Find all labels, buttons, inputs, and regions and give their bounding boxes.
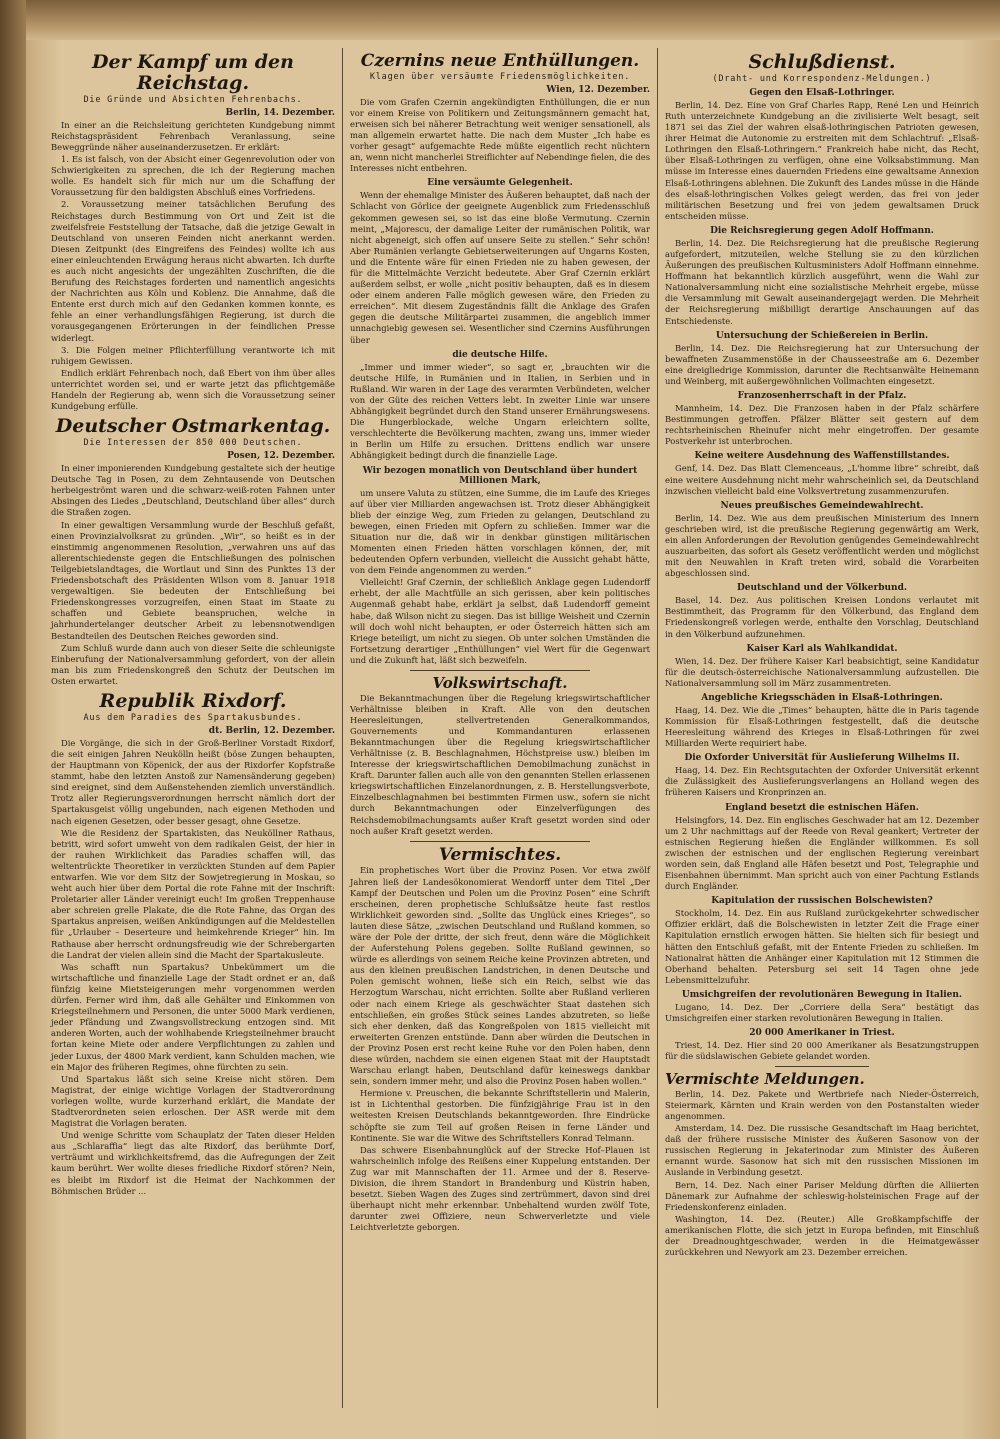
paragraph: Hermione v. Preuschen, die bekannte Schriftstellerin und Malerin, ist in Lichtenthal gestorben. Die fünfzigjährige Frau ist in den weitesten Kreisen Deutschlands bekanntgeworden. Ihre Eindrücke schöpfte sie zum Teil auf großen Reisen in ferne Länder und Kontinente. Sie war die Witwe des Schriftstellers Konrad Telmann.	[350, 1088, 650, 1143]
news-item-headline: Kaiser Karl als Wahlkandidat.	[746, 643, 898, 654]
section-headline: Schlußdienst.	[748, 51, 896, 73]
article-headline: Czernins neue Enthüllungen.	[360, 51, 640, 71]
news-item-headline: England besetzt die estnischen Häfen.	[725, 802, 919, 813]
paragraph: Die Bekanntmachungen über die Regelung kriegswirtschaftlicher Verhältnisse bleiben in Kraft. Alle von den deutschen Heeresleitungen, stellvertretenden Generalkommandos, Gouvernements und Kommandanturen erlassenen Bekanntmachungen über die Regelung kriegswirtschaftlicher Verhältnisse (z. B. Beschlagnahmen, Höchstpreise usw.) bleiben im Interesse der kriegswirtschaftlichen Demobilmachung zunächst in Kraft. Darunter fallen auch alle von den genannten Stellen erlassenen kriegswirtschaftlichen Einzelanordnungen, z. B. Herstellungsverbote, Einzelbeschlagnahmen bei bestimmten Firmen usw., sofern sie nicht durch Bekanntmachungen oder Einzelverfügungen des Reichsdemobilmachungsamts außer Kraft gesetzt worden sind oder noch außer Kraft gesetzt werden.	[350, 692, 650, 836]
paragraph: Vielleicht! Graf Czernin, der schließlich Anklage gegen Ludendorff erhebt, der alle Machtfülle an sich gerissen, aber kein politisches Augenmaß gehabt habe, erklärt ja selbst, daß Ludendorff gemeint habe, daß Wilson nicht zu siegen. Das ist billige Weisheit und Czernin will doch wohl nicht behaupten, er oder Österreich hätten sich am Kriege beteiligt, um nicht zu siegen. Ob unter solchen Umständen die Fortsetzung derartiger „Enthüllungen“ viel Wert für die Gegenwart und die Zukunft hat, läßt sich bezweifeln.	[350, 577, 650, 665]
paragraph: 2. Voraussetzung meiner tatsächlichen Berufung des Reichstages durch Bestimmung von Ort und Zeit ist die zweifelsfreie Feststellung der Tatsache, daß die jetzige Gewalt in Deutschland von unseren Feinden nicht anerkannt werden. Diesen Zeitpunkt (des Eingreifens des Feindes) wollte ich aus einer einleuchtenden Erwägung heraus nicht abwarten. Ich durfte es auch nicht angesichts der ungezählten Zuschriften, die die Berufung des Reichstages forderten und namentlich angesichts der Nachrichten aus Köln und Koblenz. Die Annahme, daß die Entente erst durch mich auf den Gedanken kommen konnte, es fehle an einer verhandlungsfähigen Regierung, ist durch die vorausgegangenen Erörterungen in der feindlichen Presse widerlegt.	[51, 199, 335, 343]
article-subtitle: Aus dem Paradies des Spartakusbundes.	[83, 712, 303, 723]
divider	[775, 1066, 869, 1067]
columns	[44, 48, 986, 1408]
news-item-headline: Kapitulation der russischen Bolschewisten?	[711, 896, 933, 907]
news-item-headline: Angebliche Kriegsschäden in Elsaß-Lothringen.	[701, 692, 943, 703]
article-headline: Volkswirtschaft.	[432, 674, 568, 692]
paragraph: Und wenige Schritte vom Schauplatz der Taten dieser Helden aus „Schlaraffia“ liegt das alte Rixdorf, das berühmte Dorf, verträumt und wirklichkeitsfremd, das die Aufregungen der Zeit kaum berührt. Wer wollte dieses friedliche Rixdorf stören? Nein, es bleibt im Rixdorf ist die Heimat der Nachkommen der Böhmischen Brüder ...	[51, 1130, 335, 1196]
news-item-text: Washington, 14. Dez. (Reuter.) Alle Großkampfschiffe der amerikanischen Flotte, die sich jetzt in Europa befinden, mit Einschluß der Dreadnoughtgeschwader, werden in die Heimatgewässer zurückkehren und Newyork am 23. Dezember erreichen.	[665, 1213, 979, 1258]
article-dateline: Wien, 12. Dezember.	[546, 84, 650, 95]
binding-spine	[0, 0, 26, 1439]
paragraph: In einer gewaltigen Versammlung wurde der Beschluß gefaßt, einen Provinzialvolksrat zu gründen. „Wir“, so heißt es in der einstimmig angenommenen Resolution, „verwahren uns auf das allerentschiedenste gegen die Entschließungen des polnischen Teilgebietslandtages, die Wortlaut und Sinn des Punktes 13 der Friedensbotschaft des Präsidenten Wilson vom 8. Januar 1918 vergewaltigen. Sie bedeuten der Entschließung bei Friedenskongresses vorzugreifen, einen Staat im Staate zu schaffen und Gebiete beanspruchen, welche in jahrhundertelanger deutscher Arbeit zu lebensnotwendigen Bestandteilen des Deutschen Reiches geworden sind.	[51, 519, 335, 641]
paragraph: Zum Schluß wurde dann auch von dieser Seite die schleunigste Einberufung der Nationalversammlung gefordert, von der allein man bis zum Friedenskongreß den Schutz der Deutschen im Osten erwartet.	[51, 642, 335, 686]
news-item-text: Basel, 14. Dez. Aus politischen Kreisen Londons verlautet mit Bestimmtheit, das Programm für den Völkerbund, das England dem Friedenskongreß vorlegen werde, enthalte den Vorschlag, Deutschland in den Völkerbund aufzunehmen.	[665, 595, 979, 639]
column-1	[44, 48, 342, 1408]
section-subtitle: (Draht- und Korrespondenz-Meldungen.)	[712, 73, 932, 84]
news-item-text: Berlin, 14. Dez. Wie aus dem preußischen Ministerium des Innern geschrieben wird, ist die preußische Regierung gegenwärtig am Werk, ein allen Anforderungen der Revolution genügendes Gemeindewahlrecht auszuarbeiten, das sofort als Gesetz veröffentlicht werden und möglichst mit den Neuwahlen in Kraft treten wird, sobald die Vorarbeiten abgeschlossen sind.	[665, 512, 979, 579]
news-item-text: Stockholm, 14. Dez. Ein aus Rußland zurückgekehrter schwedischer Offizier erklärt, daß die Bolschewisten in letzter Zeit die Frage einer Kapitulation ernstlich erwogen hätten. Sie hielten sich für besiegt und hätten den Entschluß gefaßt, mit der Entente Frieden zu schließen. Im Nationalrat hätten die Anhänger einer Kapitulation mit 12 Stimmen die Oberhand behalten. Petersburg sei seit 14 Tagen ohne jede Lebensmittelzufuhr.	[665, 908, 979, 985]
paragraph: In einer an die Reichsleitung gerichteten Kundgebung nimmt Reichstagspräsident Fehrenbach Veranlassung, seine Beweggründe näher auseinanderzusetzen. Er erklärt:	[51, 119, 335, 152]
news-item-text: Mannheim, 14. Dez. Die Franzosen haben in der Pfalz schärfere Bestimmungen getroffen. Pfälzer Blätter seit gestern auf dem rechtsrheinischen Rheinufer nicht mehr eingetroffen. Der gesamte Postverkehr ist unterbrochen.	[665, 403, 979, 447]
news-item-headline: 20 000 Amerikaner in Triest.	[749, 1028, 895, 1039]
section-subhead: Eine versäumte Gelegenheit.	[427, 178, 573, 189]
news-item-text: Triest, 14. Dez. Hier sind 20 000 Amerikaner als Besatzungstruppen für die südslawischen Gebiete gelandet worden.	[665, 1040, 979, 1062]
page-top-edge	[0, 0, 1000, 40]
news-item-text: Haag, 14. Dez. Ein Rechtsgutachten der Oxforder Universität erkennt die Zulässigkeit des Auslieferungsverlangens an Holland wegen des früheren Kaisers und Kronprinzen an.	[665, 765, 979, 798]
paragraph: Und Spartakus läßt sich seine Kreise nicht stören. Dem Magistrat, der einige wichtige Vorlagen der Stadtverordnung vorlegen wollte, wurde kurzerhand erklärt, die Mandate der Stadtverordneten seien erloschen. Der ASR werde mit dem Magistrat die Vorlagen beraten.	[51, 1073, 335, 1129]
section-subhead: Wir bezogen monatlich von Deutschland über hundert Millionen Mark,	[362, 465, 638, 486]
paragraph: „Immer und immer wieder“, so sagt er, „brauchten wir die deutsche Hilfe, in Rumänien und in Italien, in Serbien und in Rußland. Wir waren in der Lage des verarmten Verbündeten, welcher von der Güte des reichen Vetters lebt. In zweiter Linie war unsere Abhängigkeit begründet durch den Stand unserer Ernährungswesens. Die Hungerblockade, welche Ungarn erleichtern sollte, verschlechterte die Bevölkerung machten, zwang uns, immer wieder in Berlin um Hilfe zu ersuchen. Drittens endlich war unsere Abhängigkeit bedingt durch die finanzielle Lage.	[350, 361, 650, 461]
paragraph: Ein prophetisches Wort über die Provinz Posen. Vor etwa zwölf Jahren ließ der Landesökonomierat Wendorff unter dem Titel „Der Kampf der Deutschen und Polen um die Provinz Posen“ eine Schrift erscheinen, deren prophetische Schlußsätze heute fast restlos Wirklichkeit geworden sind. „Sollte das Unglück eines Krieges“, so lauten diese Sätze, „zwischen Deutschland und Rußland kommen, so wäre der Pole der dritte, der sich freut, denn wäre die Möglichkeit der Auferstehung Polens gegeben. Sollte Rußland gewinnen, so würde es allerdings von seinem Reiche keine Provinzen abtreten, und aus den kleinen preußischen Landstrichen, in denen Deutsche und Polen gemischt wohnen, ließe sich ein Reich, selbst wie das Herzogtum Warschau, nicht errichten. Sollte aber Rußland verlieren oder nach einem Kriege als geschwächter Staat dastehen sich entschließen, ein großes Stück seines Landes abzutreten, so ließe sich eher denken, daß das Kongreßpolen von 1815 vielleicht mit erweiterten Grenzen entstünde. Dann aber würden die Deutschen in der Provinz Posen erst recht keine Ruhe vor den Polen haben, denn diese würden, nachdem sie einen eigenen Staat mit der Hauptstadt Warschau erlangt haben, Deutschland dafür keineswegs dankbar sein, sondern immer mehr, und also die Provinz Posen haben wollen.“	[350, 865, 650, 1087]
paragraph: 3. Die Folgen meiner Pflichterfüllung verantworte ich mit ruhigem Gewissen.	[51, 344, 335, 366]
news-item-headline: Die Reichsregierung gegen Adolf Hoffmann.	[710, 225, 934, 236]
article-headline: Deutscher Ostmarkentag.	[55, 415, 331, 438]
news-item-text: Berlin, 14. Dez. Die Reichsregierung hat die preußische Regierung aufgefordert, mitzuteilen, welche Stellung sie zu den kürzlichen Äußerungen des preußischen Kultusministers Adolf Hoffmann einnehme. Hoffmann hat bekanntlich kürzlich ausgeführt, wenn die Wahl zur Nationalversammlung nicht eine sozialistische Mehrheit ergebe, müsse die Versammlung mit Gewalt auseinandergejagt werden. Die Mehrheit der Reichsregierung mißbilligt derartige Anschauungen auf das Entschiedenste.	[665, 237, 979, 326]
news-item-headline: Neues preußisches Gemeindewahlrecht.	[720, 500, 924, 511]
news-item-text: Wien, 14. Dez. Der frühere Kaiser Karl beabsichtigt, seine Kandidatur für die deutsch-österreichische Nationalversammlung aufzustellen. Die Nationalversammlung soll im März zusammentreten.	[665, 655, 979, 688]
article-dateline: Posen, 12. Dezember.	[227, 451, 335, 462]
article-subtitle: Die Interessen der 850 000 Deutschen.	[83, 438, 303, 449]
misc-items	[665, 1089, 979, 1258]
paragraph: um unsere Valuta zu stützen, eine Summe, die im Laufe des Krieges auf über vier Milliarden angewachsen ist. Trotz dieser Abhängigkeit blieb der einzige Weg, zum Frieden zu gelangen, Deutschland zu bewegen, einen Frieden mit Opfern zu schließen. Immer war die Situation nur die, daß wir in denkbar günstigen militärischen Momenten einen Frieden hätten vorschlagen können, der, mit bedeutenden Opfern verbunden, vielleicht die Aussicht gehabt hätte, von dem Feinde angenommen zu werden.“	[350, 487, 650, 576]
paragraph: 1. Es ist falsch, von der Absicht einer Gegenrevolution oder von Schwierigkeiten zu sprechen, die ich der Regierung machen wolle. Es handelt sich für mich nur um die Schaffung der Voraussetzung für den baldigsten Abschluß eines Vorfriedens.	[51, 154, 335, 198]
news-item-headline: Deutschland und der Völkerbund.	[736, 583, 908, 594]
paragraph: Die vom Grafen Czernin angekündigten Enthüllungen, die er nun vor einem Kreise von Politikern und Zeitungsmännern gemacht hat, erweisen sich bei näherer Betrachtung weit weniger sensationell, als man allgemein erwartet hatte. Die nach dem Muster „Ich habe es vorher gesagt“ aufgemachte Rede müßte eigentlich recht nüchtern an, wenn nicht mancherlei Streiflichter auf Nebendinge fielen, die des Interesses nicht entbehren.	[350, 96, 650, 174]
news-items	[665, 88, 979, 1062]
news-item-text: Bern, 14. Dez. Nach einer Pariser Meldung dürften die Alliierten Dänemark zur Aufnahme der schleswig-holsteinischen Frage auf der Friedenskonferenz einladen.	[665, 1179, 979, 1212]
paragraph: Wenn der ehemalige Minister des Äußeren behauptet, daß nach der Schlacht von Görlice der geeignete Augenblick zum Friedensschluß gekommen gewesen sei, so ist das eine bloße Vermutung. Czernin meint, „Majorescu, der damalige Leiter der rumänischen Politik, war nicht abgeneigt, sich offen auf unsere Seite zu stellen.“ Sehr schön! Aber Rumänien verlangte Gebietserweiterungen auf Ungarns Kosten, und die Entente wäre für einen Frieden nie zu haben gewesen, der für die Mittelmächte Verzicht bedeutete. Aber Graf Czernin erklärt außerdem selbst, er wolle „nicht positiv behaupten, daß es in diesem oder einem anderen Falle möglich gewesen wäre, den Frieden zu erreichen“. Mit diesem Zugeständnis fällt die Anklage des Grafen gegen die deutsche Militärpartei zusammen, die angeblich immer unnachgiebig gewesen sei. Wesentlicher sind Czernins Ausführungen über	[350, 190, 650, 345]
paragraph: Endlich erklärt Fehrenbach noch, daß Ebert von ihm über alles unterrichtet worden sei, und er warte jetzt das pflichtgemäße Handeln der Regierung ab, wenn sich die Voraussetzung seiner Kundgebung erfülle.	[51, 367, 335, 412]
column-3	[658, 48, 986, 1408]
news-item-headline: Untersuchung der Schießereien in Berlin.	[715, 330, 929, 341]
news-item-headline: Franzosenherrschaft in der Pfalz.	[737, 391, 907, 402]
article-headline: Republik Rixdorf.	[99, 689, 287, 712]
section-subhead: die deutsche Hilfe.	[452, 349, 548, 360]
paragraph: Was schafft nun Spartakus? Unbekümmert um die wirtschaftliche und finanzielle Lage der Stadt ordnet er an, daß fünfzig keine Mietsteigerungen mehr vorgenommen werden dürfen. Ferner wird ihm, daß alle Gehälter und Einkommen von Kriegsteilnehmern und Personen, die unter 5000 Mark verdienen, jeder Pfändung und Zwangsvollstreckung entzogen sind. Mit anderen Worten, auch der wohlhabende Kriegsteilnehmer braucht fortan keine Miete oder andere Verpflichtungen zu zahlen und jeder Luxus, der 4800 Mark verdient, kann Schulden machen, wie ein Major des früheren Regimes, ohne fürchten zu sein.	[51, 961, 335, 1072]
article-headline: Vermischtes.	[438, 844, 562, 865]
article-dateline: dt. Berlin, 12. Dezember.	[208, 725, 335, 736]
news-item-text: Helsingfors, 14. Dez. Ein englisches Geschwader hat am 12. Dezember um 2 Uhr nachmittags auf der Reede von Reval geankert; Vertreter der estnischen Regierung hießen die Engländer willkommen. Es soll zwischen der estnischen und der englischen Regierung vereinbart worden sein, daß England alle Häfen besetzt und Post, Telegraphie und Eisenbahnen übernimmt. Man spricht auch von einer Pachtung Estlands durch Engländer.	[665, 814, 979, 892]
news-item-text: Berlin, 14. Dez. Pakete und Wertbriefe nach Nieder-Österreich, Steiermark, Kärnten und Krain werden von den Postanstalten wieder angenommen.	[665, 1088, 979, 1121]
news-item-text: Berlin, 14. Dez. Die Reichsregierung hat zur Untersuchung der bewaffneten Zusammenstöße in der Chausseestraße am 6. Dezember eine dreigliedrige Kommission, darunter die Rechtsanwälte Heinemann und Weinberg, mit außergewöhnlichen Vollmachten eingesetzt.	[665, 342, 979, 386]
news-item-text: Genf, 14. Dez. Das Blatt Clemenceaus, „L'homme libre“ schreibt, daß eine weitere Ausdehnung nicht mehr wahrscheinlich sei, da Deutschland inzwischen vielleicht bald eine Volksvertretung zusammenzurufen.	[665, 463, 979, 496]
article-dateline: Berlin, 14. Dezember.	[225, 107, 335, 118]
paragraph: Wie die Residenz der Spartakisten, das Neuköllner Rathaus, betritt, wird sofort umweht von dem radikalen Geist, der hier in der rauhen Wirklichkeit das Paradies schaffen will, das weltentrückte Theoretiker in verzückten Stunden auf dem Papier entwarfen. Wie vor dem Sitz der Sowjetregierung in Moskau, so weht auch hier über dem Portal die rote Fahne mit der Inschrift: Proletarier aller Länder vereinigt euch! Im großen Treppenhause aber schreien grelle Plakate, die die Rote Fahne, das Organ des Spartakus anpreisen, weißen Ankündigungen auf die Meldestellen für „Urlauber – Deserteure und heimkehrende Krieger“ hin. Im Rathause aber herrscht ordnungsfreudig wie der Schrebergarten die Landrat der vielen allein sind die Macht der Spartakusleute.	[51, 827, 335, 960]
section-headline: Vermischte Meldungen.	[665, 1070, 865, 1089]
news-item-headline: Gegen den Elsaß-Lothringer.	[749, 87, 895, 98]
article-headline: Der Kampf um den Reichstag.	[92, 51, 294, 94]
paragraph: Das schwere Eisenbahnunglück auf der Strecke Hof–Plauen ist wahrscheinlich infolge des Reißens einer Kuppelung entstanden. Der Zug war mit Mannschaften der 11. Armee und der 8. Reserve-Division, die ihrem Standort in Brandenburg und Küstrin haben, besetzt. Sieben Wagen des Zuges sind zertrümmert, davon sind drei überhaupt nicht mehr erkennbar. Unbehaltend wurden zwölf Tote, darunter zwei Offiziere, neun Schwerverletzte und viele Leichtverletzte geborgen.	[350, 1144, 650, 1233]
news-item-text: Haag, 14. Dez. Wie die „Times“ behaupten, hätte die in Paris tagende Kommission für Elsaß-Lothringen festgestellt, daß die deutsche Heeresleitung während des Krieges in Elsaß-Lothringen für zwei Milliarden Werte requiriert habe.	[665, 704, 979, 749]
news-item-headline: Die Oxforder Universität für Auslieferung Wilhelms II.	[684, 753, 960, 764]
paragraph: In einer imponierenden Kundgebung gestaltete sich der heutige Deutsche Tag in Posen, zu dem Zehntausende von Deutschen herbeigeströmt waren und die schwarz-weiß-roten Fahnen unter Absingen des Liedes „Deutschland, Deutschland über alles“ durch die Straßen zogen.	[51, 463, 335, 518]
news-item-text: Lugano, 14. Dez. Der „Corriere della Sera“ bestätigt das Umsichgreifen einer starken revolutionären Bewegung in Italien.	[665, 1001, 979, 1023]
news-item-headline: Umsichgreifen der revolutionären Bewegung in Italien.	[681, 989, 963, 1000]
divider	[410, 841, 590, 842]
paragraph: Die Vorgänge, die sich in der Groß-Berliner Vorstadt Rixdorf, die seit einigen Jahren Neukölln heißt (böse Zungen behaupten, der Hauptmann von Köpenick, der aus der Rixdorfer Kopfstraße stammt, habe den letzten Anstoß zur Namensänderung gegeben) sind ereignet, sind dem Außenstehenden ziemlich unverständlich. Trotz aller Regierungsverordnungen herrscht nämlich dort der Spartakusgeist völlig ungebunden, nach eigenen Methoden und nach eigenen Gesetzen, oder besser gesagt, ohne Gesetze.	[51, 737, 335, 826]
article-subtitle: Die Gründe und Absichten Fehrenbachs.	[83, 94, 303, 105]
news-item-headline: Keine weitere Ausdehnung des Waffenstillstandes.	[694, 451, 950, 462]
divider	[410, 670, 590, 671]
news-item-text: Amsterdam, 14. Dez. Die russische Gesandtschaft im Haag berichtet, daß der frühere russische Minister des Äußeren Sasonow von der russischen Regierung in Jekaterinodar zum Minister des Äußeren ernannt wurde. Sasonow hat sich mit den russischen Missionen im Auslande in Verbindung gesetzt.	[665, 1123, 979, 1178]
article-subtitle: Klagen über versäumte Friedensmöglichkeiten.	[369, 71, 631, 82]
column-2	[342, 48, 658, 1408]
news-item-text: Berlin, 14. Dez. Eine von Graf Charles Rapp, René Len und Heinrich Ruth unterzeichnete Kundgebung an die zivilisierte Welt besagt, seit 1871 sei das Ziel der wahren elsaß-lothringischen Patrioten gewesen, ihrer Heimat die Autonomie zu erstreiten mit dem Schlachtruf: „Elsaß-Lothringen den Elsaß-Lothringern.“ Frankreich habe nicht, das Recht, über Elsaß-Lothringen zu verfügen, ohne eine Volksabstimmung. Man müsse im Interesse eines dauernden Friedens eine gewaltsame Annexion Elsaß-Lothringens ablehnen. Die Zukunft des Landes müsse in die Hände des elsaß-lothringischen Volkes gelegt werden, das frei von jeder militärischen Besetzung und frei von jedem gewaltsamen Druck entscheiden müsse.	[665, 99, 979, 221]
